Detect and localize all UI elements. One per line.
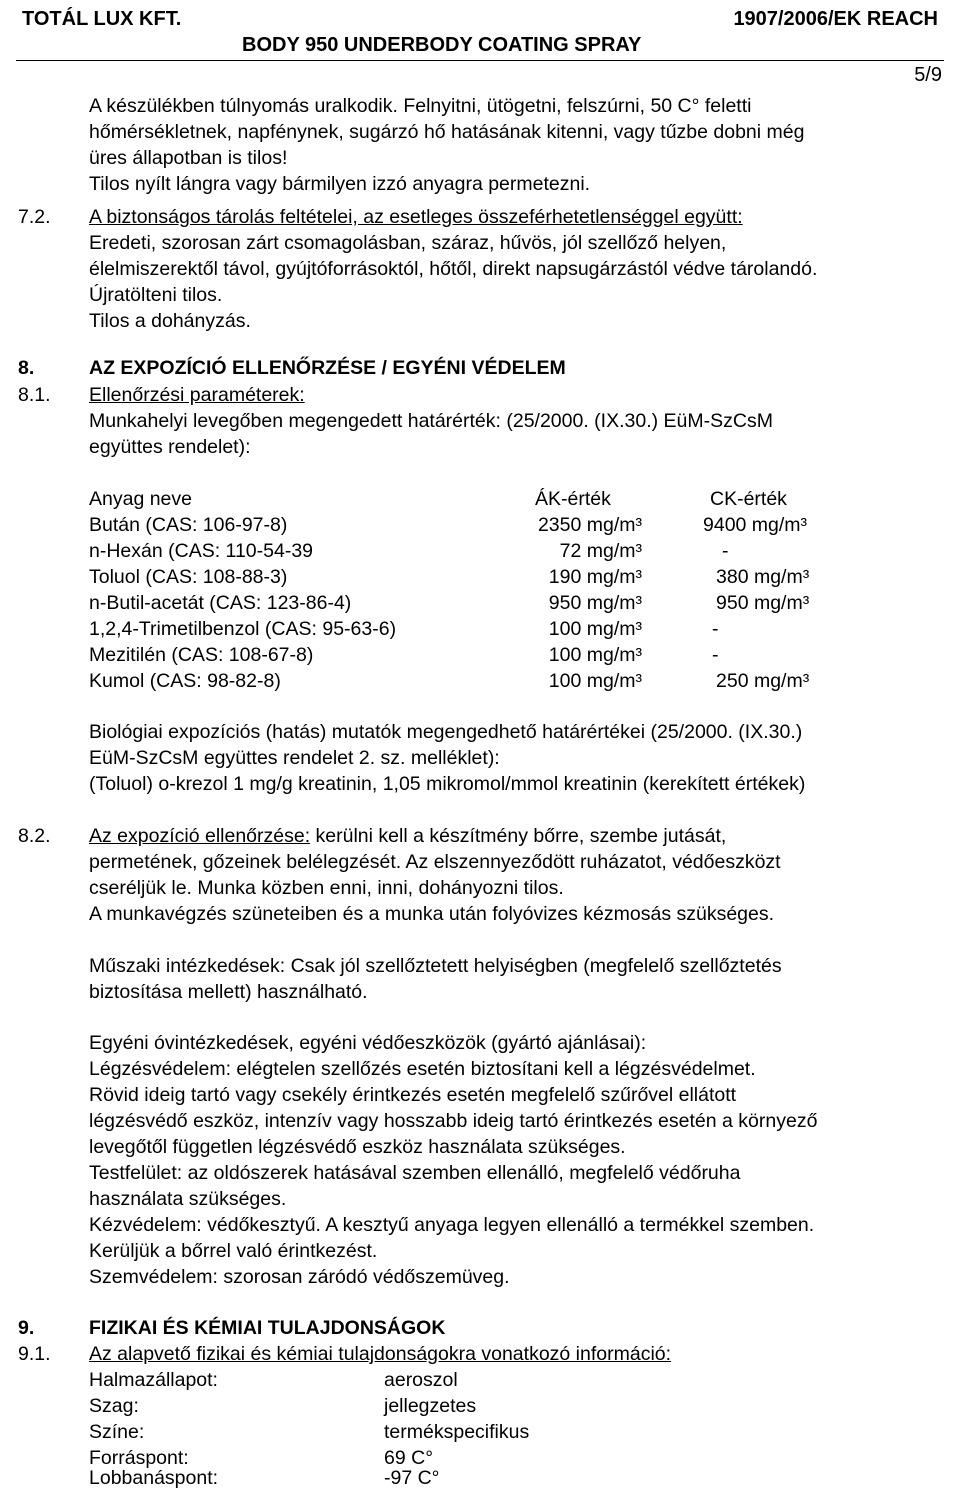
body-line: EüM-SzCsM együttes rendelet 2. sz. melléklet): — [89, 747, 500, 769]
table-cell: 950 mg/m³ — [716, 592, 810, 614]
body-line: Testfelület: az oldószerek hatásával szemben ellenálló, megfelelő védőruha — [89, 1162, 741, 1184]
table-cell: - — [712, 644, 719, 666]
section-number: 8.2. — [18, 825, 51, 847]
property-label: Szag: — [89, 1395, 139, 1417]
section-title: AZ EXPOZÍCIÓ ELLENŐRZÉSE / EGYÉNI VÉDELEM — [89, 357, 566, 379]
regulation-label: 1907/2006/EK REACH — [733, 8, 938, 30]
body-text: kerülni kell a készítmény bőrre, szembe jutását, — [310, 825, 727, 847]
section-number: 7.2. — [18, 206, 51, 228]
table-cell: 250 mg/m³ — [716, 670, 810, 692]
table-cell: Mezitilén (CAS: 108-67-8) — [89, 644, 314, 666]
table-cell: 2350 mg/m³ — [537, 514, 642, 536]
body-line: A munkavégzés szüneteiben és a munka után folyóvizes kézmosás szükséges. — [89, 903, 775, 925]
property-label: Lobbanáspont: — [89, 1467, 219, 1489]
table-cell: 1,2,4-Trimetilbenzol (CAS: 95-63-6) — [89, 618, 397, 640]
body-line: üres állapotban is tilos! — [89, 147, 288, 169]
body-line: Egyéni óvintézkedések, egyéni védőeszközök (gyártó ajánlásai): — [89, 1032, 647, 1054]
table-header: ÁK-érték — [535, 488, 611, 510]
body-line: (Toluol) o-krezol 1 mg/g kreatinin, 1,05 mikromol/mmol kreatinin (kerekített értékek) — [89, 773, 806, 795]
table-cell: 100 mg/m³ — [548, 618, 642, 640]
section-heading: Az expozíció ellenőrzése: — [89, 825, 311, 847]
section-number: 8.1. — [18, 384, 51, 406]
table-cell: - — [722, 540, 729, 562]
body-line: Légzésvédelem: elégtelen szellőzés esetén biztosítani kell a légzésvédelmet. — [89, 1058, 756, 1080]
body-line: Tilos nyílt lángra vagy bármilyen izzó anyagra permetezni. — [89, 173, 591, 195]
table-cell: - — [712, 618, 719, 640]
body-line — [89, 824, 726, 848]
section-number: 9.1. — [18, 1343, 51, 1365]
page-number: 5/9 — [914, 64, 942, 86]
page-header — [0, 0, 960, 86]
property-label: Színe: — [89, 1421, 145, 1443]
company-name: TOTÁL LUX KFT. — [22, 8, 182, 30]
body-line: Kerüljük a bőrrel való érintkezést. — [89, 1240, 378, 1262]
table-cell: 72 mg/m³ — [559, 540, 642, 562]
body-line: együttes rendelet): — [89, 436, 251, 458]
body-line: Eredeti, szorosan zárt csomagolásban, száraz, hűvös, jól szellőző helyen, — [89, 232, 727, 254]
table-cell: 100 mg/m³ — [548, 644, 642, 666]
section-heading: A biztonságos tárolás feltételei, az esetleges összeférhetetlenséggel együtt: — [89, 206, 743, 228]
table-header: Anyag neve — [89, 488, 192, 510]
property-value: jellegzetes — [384, 1395, 477, 1417]
table-cell: 190 mg/m³ — [548, 566, 642, 588]
header-divider — [16, 60, 944, 61]
table-cell: 950 mg/m³ — [548, 592, 642, 614]
body-line: Biológiai expozíciós (hatás) mutatók megengedhető határértékei (25/2000. (IX.30.) — [89, 721, 803, 743]
body-line: cseréljük le. Munka közben enni, inni, dohányozni tilos. — [89, 877, 564, 899]
body-line: permetének, gőzeinek belélegzését. Az elszennyeződött ruházatot, védőeszközt — [89, 851, 781, 873]
table-cell: 9400 mg/m³ — [703, 514, 808, 536]
body-line: élelmiszerektől távol, gyújtóforrásoktól, hőtől, direkt napsugárzástól védve tárolandó. — [89, 258, 818, 280]
body-line: Kézvédelem: védőkesztyű. A kesztyű anyaga legyen ellenálló a termékkel szemben. — [89, 1214, 815, 1236]
table-cell: n-Hexán (CAS: 110-54-39 — [89, 540, 314, 562]
table-cell: Kumol (CAS: 98-82-8) — [89, 670, 281, 692]
product-name: BODY 950 UNDERBODY COATING SPRAY — [242, 34, 642, 56]
section-heading: Az alapvető fizikai és kémiai tulajdonságokra vonatkozó információ: — [89, 1343, 672, 1365]
section-title: FIZIKAI ÉS KÉMIAI TULAJDONSÁGOK — [89, 1317, 446, 1339]
body-line: használata szükséges. — [89, 1188, 287, 1210]
section-heading: Ellenőrzési paraméterek: — [89, 384, 305, 406]
body-line: Újratölteni tilos. — [89, 284, 223, 306]
body-line: A készülékben túlnyomás uralkodik. Felnyitni, ütögetni, felszúrni, 50 C° feletti — [89, 95, 752, 117]
table-cell: Toluol (CAS: 108-88-3) — [89, 566, 288, 588]
property-value: -97 C° — [384, 1467, 440, 1489]
body-line: Tilos a dohányzás. — [89, 310, 251, 332]
property-value: aeroszol — [384, 1369, 458, 1391]
body-line: Munkahelyi levegőben megengedett határérték: (25/2000. (IX.30.) EüM-SzCsM — [89, 410, 773, 432]
property-label: Halmazállapot: — [89, 1369, 218, 1391]
body-line: hőmérsékletnek, napfénynek, sugárzó hő hatásának kitenni, vagy tűzbe dobni még — [89, 121, 805, 143]
body-line: biztosítása mellett) használható. — [89, 981, 368, 1003]
body-line: levegőtől független légzésvédő eszköz használata szükséges. — [89, 1136, 626, 1158]
body-line: légzésvédő eszköz, intenzív vagy hosszabb ideig tartó érintkezés esetén a környező — [89, 1110, 818, 1132]
table-cell: Bután (CAS: 106-97-8) — [89, 514, 288, 536]
property-label: Forráspont: — [89, 1447, 189, 1469]
table-header: CK-érték — [710, 488, 787, 510]
body-line: Műszaki intézkedések: Csak jól szellőztetett helyiségben (megfelelő szellőztetés — [89, 955, 782, 977]
section-number: 8. — [18, 357, 35, 379]
property-value: 69 C° — [384, 1447, 433, 1469]
table-cell: 380 mg/m³ — [716, 566, 810, 588]
table-cell: 100 mg/m³ — [548, 670, 642, 692]
table-cell: n-Butil-acetát (CAS: 123-86-4) — [89, 592, 352, 614]
property-value: termékspecifikus — [384, 1421, 530, 1443]
body-line: Szemvédelem: szorosan záródó védőszemüveg. — [89, 1266, 510, 1288]
section-number: 9. — [18, 1317, 35, 1339]
body-line: Rövid ideig tartó vagy csekély érintkezés esetén megfelelő szűrővel ellátott — [89, 1084, 737, 1106]
